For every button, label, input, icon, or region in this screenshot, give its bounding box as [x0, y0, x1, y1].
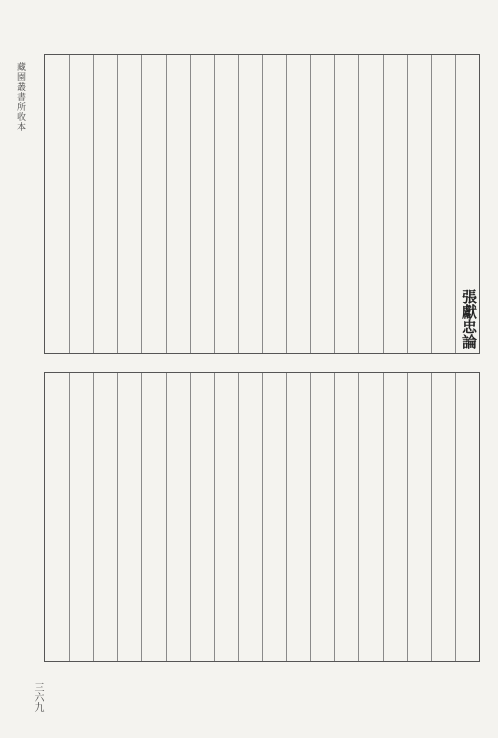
text-column — [455, 373, 479, 661]
text-column — [286, 55, 310, 353]
text-column — [45, 55, 69, 353]
text-column — [45, 373, 69, 661]
text-column — [69, 55, 93, 353]
bottom-page-panel — [44, 372, 480, 662]
text-column — [407, 55, 431, 353]
essay-title: 張獻忠論 — [455, 55, 479, 353]
text-column — [93, 373, 117, 661]
collection-label: 藏園叢書所收本 — [15, 62, 25, 132]
text-column — [310, 373, 334, 661]
text-column — [262, 373, 286, 661]
text-column — [262, 55, 286, 353]
text-column — [166, 55, 190, 353]
text-column — [69, 373, 93, 661]
bottom-columns — [45, 373, 479, 661]
text-column — [141, 373, 165, 661]
text-column — [93, 55, 117, 353]
text-column — [238, 373, 262, 661]
top-columns — [45, 55, 479, 353]
text-column — [383, 373, 407, 661]
text-column — [358, 55, 382, 353]
text-column — [431, 55, 455, 353]
text-column — [383, 55, 407, 353]
text-column — [214, 373, 238, 661]
text-column — [214, 55, 238, 353]
text-column — [117, 373, 141, 661]
text-column — [141, 55, 165, 353]
text-column — [431, 373, 455, 661]
text-column — [166, 373, 190, 661]
text-column — [190, 55, 214, 353]
text-column — [358, 373, 382, 661]
text-column — [190, 373, 214, 661]
text-column — [334, 55, 358, 353]
text-column — [286, 373, 310, 661]
top-page-panel — [44, 54, 480, 354]
text-column — [117, 55, 141, 353]
text-column — [407, 373, 431, 661]
page-number: 三六九 — [32, 682, 43, 712]
text-column — [238, 55, 262, 353]
text-column — [334, 373, 358, 661]
text-column — [310, 55, 334, 353]
